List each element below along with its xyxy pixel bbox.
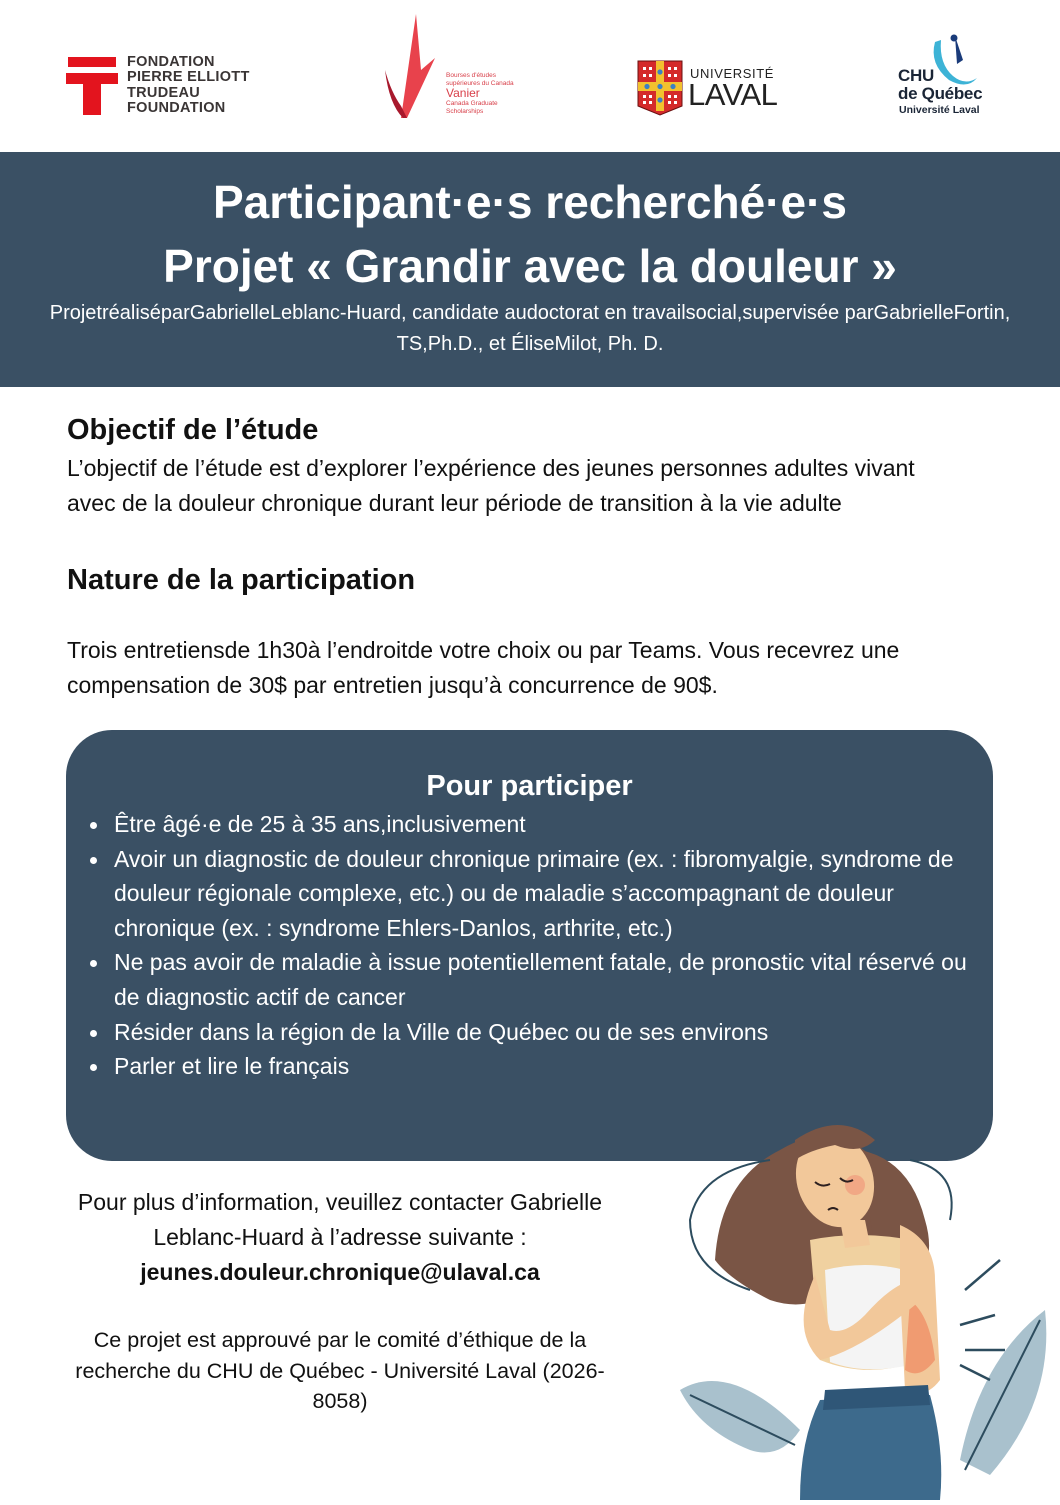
project-title: Projet « Grandir avec la douleur »: [163, 240, 897, 292]
contact-email-link[interactable]: jeunes.douleur.chronique@ulaval.ca: [140, 1259, 540, 1285]
bullet-icon: [90, 822, 97, 829]
fpet-logo: [66, 55, 266, 117]
contact-block: [60, 1185, 620, 1290]
list-item: Parler et lire le français: [114, 1049, 974, 1084]
fpet-t-icon-top: [68, 57, 116, 67]
vanier-logo: [383, 14, 533, 124]
chu-quebec-logo: [895, 30, 995, 122]
chu-logo-line3: Université Laval: [899, 104, 980, 116]
universite-laval-logo: [637, 58, 782, 120]
laval-logo-name: LAVAL: [688, 77, 778, 112]
ethics-approval-text: Ce projet est approuvé par le comité d’éthique de la recherche du CHU de Québec - Université Laval (2026-8058): [75, 1328, 605, 1413]
eligibility-list: [114, 807, 974, 1084]
woman-in-pain-illustration: [660, 1100, 1060, 1500]
participation-text: Trois entretiensde 1h30à l’endroitde votre choix ou par Teams. Vous recevrez une compensation de 30$ par entretien jusqu’à concurrence de 90$.: [67, 637, 900, 698]
bullet-icon: [90, 1064, 97, 1071]
list-item: Résider dans la région de la Ville de Québec ou de ses environs: [114, 1015, 974, 1050]
objective-heading: Objectif de l’étude: [67, 414, 319, 446]
bullet-icon: [90, 960, 97, 967]
fpet-logo-text: FONDATION PIERRE ELLIOTT TRUDEAU FOUNDATION: [127, 54, 250, 116]
fpet-t-icon-stem: [83, 73, 101, 115]
contact-intro: Pour plus d’information, veuillez contacter Gabrielle Leblanc-Huard à l’adresse suivante :: [77, 1189, 603, 1250]
chu-logo-line2: de Québec: [898, 84, 983, 103]
page-title: Participant·e·s recherché·e·s: [212, 176, 848, 228]
laval-logo-top: UNIVERSITÉ: [690, 66, 775, 81]
objective-text: L’objectif de l’étude est d’explorer l’expérience des jeunes personnes adultes vivant avec de la douleur chronique durant leur période de transition à la vie adulte: [67, 455, 915, 516]
list-item: Avoir un diagnostic de douleur chronique primaire (ex. : fibromyalgie, syndrome de douleur régionale complexe, etc.) ou de maladie s’accompagnant de douleur chronique (ex. : syndrome Ehlers-Danlos, arthrite, etc.): [114, 842, 974, 946]
list-item: Ne pas avoir de maladie à issue potentiellement fatale, de pronostic vital réservé ou de diagnostic actif de cancer: [114, 945, 974, 1014]
vanier-checkmark-icon: [383, 14, 443, 122]
chu-logo-line1: CHU: [898, 66, 934, 85]
bullet-icon: [90, 857, 97, 864]
vanier-logo-text: Bourses d'études supérieures du Canada Vanier Canada Graduate Scholarships: [446, 72, 514, 115]
bullet-icon: [90, 1030, 97, 1037]
title-banner: [0, 152, 1060, 387]
list-item: Être âgé·e de 25 à 35 ans,inclusivement: [114, 807, 974, 842]
eligibility-heading: Pour participer: [426, 770, 633, 802]
participation-heading: Nature de la participation: [67, 564, 416, 596]
eligibility-box: [66, 730, 993, 1161]
laval-shield-icon: [637, 60, 683, 116]
project-credits: ProjetréaliséparGabrielleLeblanc-Huard, candidate audoctorat en travailsocial,supervisée parGabrielleFortin, TS,Ph.D., et ÉliseMilot, Ph. D.: [49, 302, 1011, 355]
